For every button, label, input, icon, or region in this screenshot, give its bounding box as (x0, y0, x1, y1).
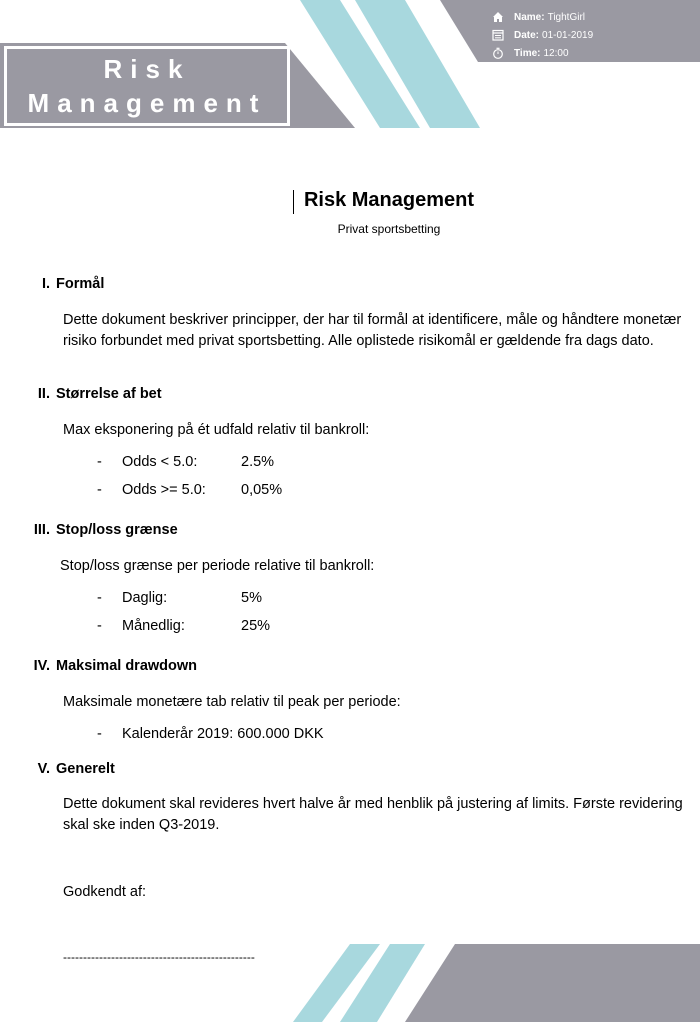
text-cursor (293, 190, 294, 214)
section-heading-stoerrelse (0, 386, 162, 402)
approved-by-label: Godkendt af: (63, 884, 147, 900)
banner-title-line1: Risk (103, 54, 191, 84)
section-heading-drawdown (0, 658, 197, 674)
bullet-label: Daglig: (122, 590, 168, 606)
signature-line: ------------------------------------------------ (63, 950, 255, 964)
meta-name-value: TightGirl (547, 11, 585, 23)
bullet-value: 5% (241, 590, 262, 606)
bullet-label: Kalenderår 2019: 600.000 DKK (122, 726, 324, 742)
section-heading-formaal (0, 276, 104, 292)
bullet-value: 2.5% (241, 454, 275, 470)
section-number: V. (37, 761, 50, 777)
meta-date-label: Date: (514, 29, 540, 41)
section-text-drawdown: Maksimale monetære tab relativ til peak per periode: (63, 694, 401, 710)
bullet-item (97, 726, 324, 742)
section-title: Størrelse af bet (56, 386, 162, 402)
bullet-item (97, 454, 274, 470)
bullet-dash: - (97, 726, 102, 742)
section-number: II. (37, 386, 50, 402)
document-title: Risk Management (303, 189, 475, 211)
bullet-item (97, 590, 262, 606)
section-title: Stop/loss grænse (56, 522, 178, 538)
bullet-value: 0,05% (241, 482, 283, 498)
section-title: Generelt (56, 761, 115, 777)
section-title: Formål (56, 276, 105, 292)
document-subtitle: Privat sportsbetting (337, 222, 441, 236)
section-title: Maksimal drawdown (56, 658, 198, 674)
section-number: I. (41, 276, 50, 292)
bullet-dash: - (97, 482, 102, 498)
section-heading-stoploss (0, 522, 178, 538)
section-number: IV. (33, 658, 50, 674)
meta-name-label: Name: (514, 11, 545, 23)
bullet-dash: - (97, 618, 102, 634)
section-text-stoploss: Stop/loss grænse per periode relative til bankroll: (60, 558, 375, 574)
section-heading-generelt (0, 761, 115, 777)
bullet-value: 25% (241, 618, 271, 634)
section-text-generelt: Dette dokument skal revideres hvert halve år med henblik på justering af limits. Første revidering skal ske inden Q3-2019. (63, 796, 683, 833)
section-text-stoerrelse: Max eksponering på ét udfald relativ til bankroll: (63, 422, 370, 438)
meta-date-value: 01-01-2019 (542, 29, 594, 41)
section-text-formaal: Dette dokument beskriver principper, der har til formål at identificere, måle og håndtere monetær risiko forbundet med privat sportsbetting. Alle oplistede risikomål er gældende fra dags dato. (63, 312, 682, 349)
bullet-item (97, 618, 270, 634)
bullet-dash: - (97, 590, 102, 606)
banner-title-line2: Management (27, 88, 267, 118)
bullet-dash: - (97, 454, 102, 470)
bullet-label: Månedlig: (122, 618, 185, 634)
meta-time-label: Time: (514, 47, 541, 59)
meta-time-value: 12:00 (543, 47, 569, 59)
bullet-label: Odds < 5.0: (122, 454, 198, 470)
bullet-item (97, 482, 282, 498)
section-number: III. (33, 522, 50, 538)
bullet-label: Odds >= 5.0: (122, 482, 206, 498)
